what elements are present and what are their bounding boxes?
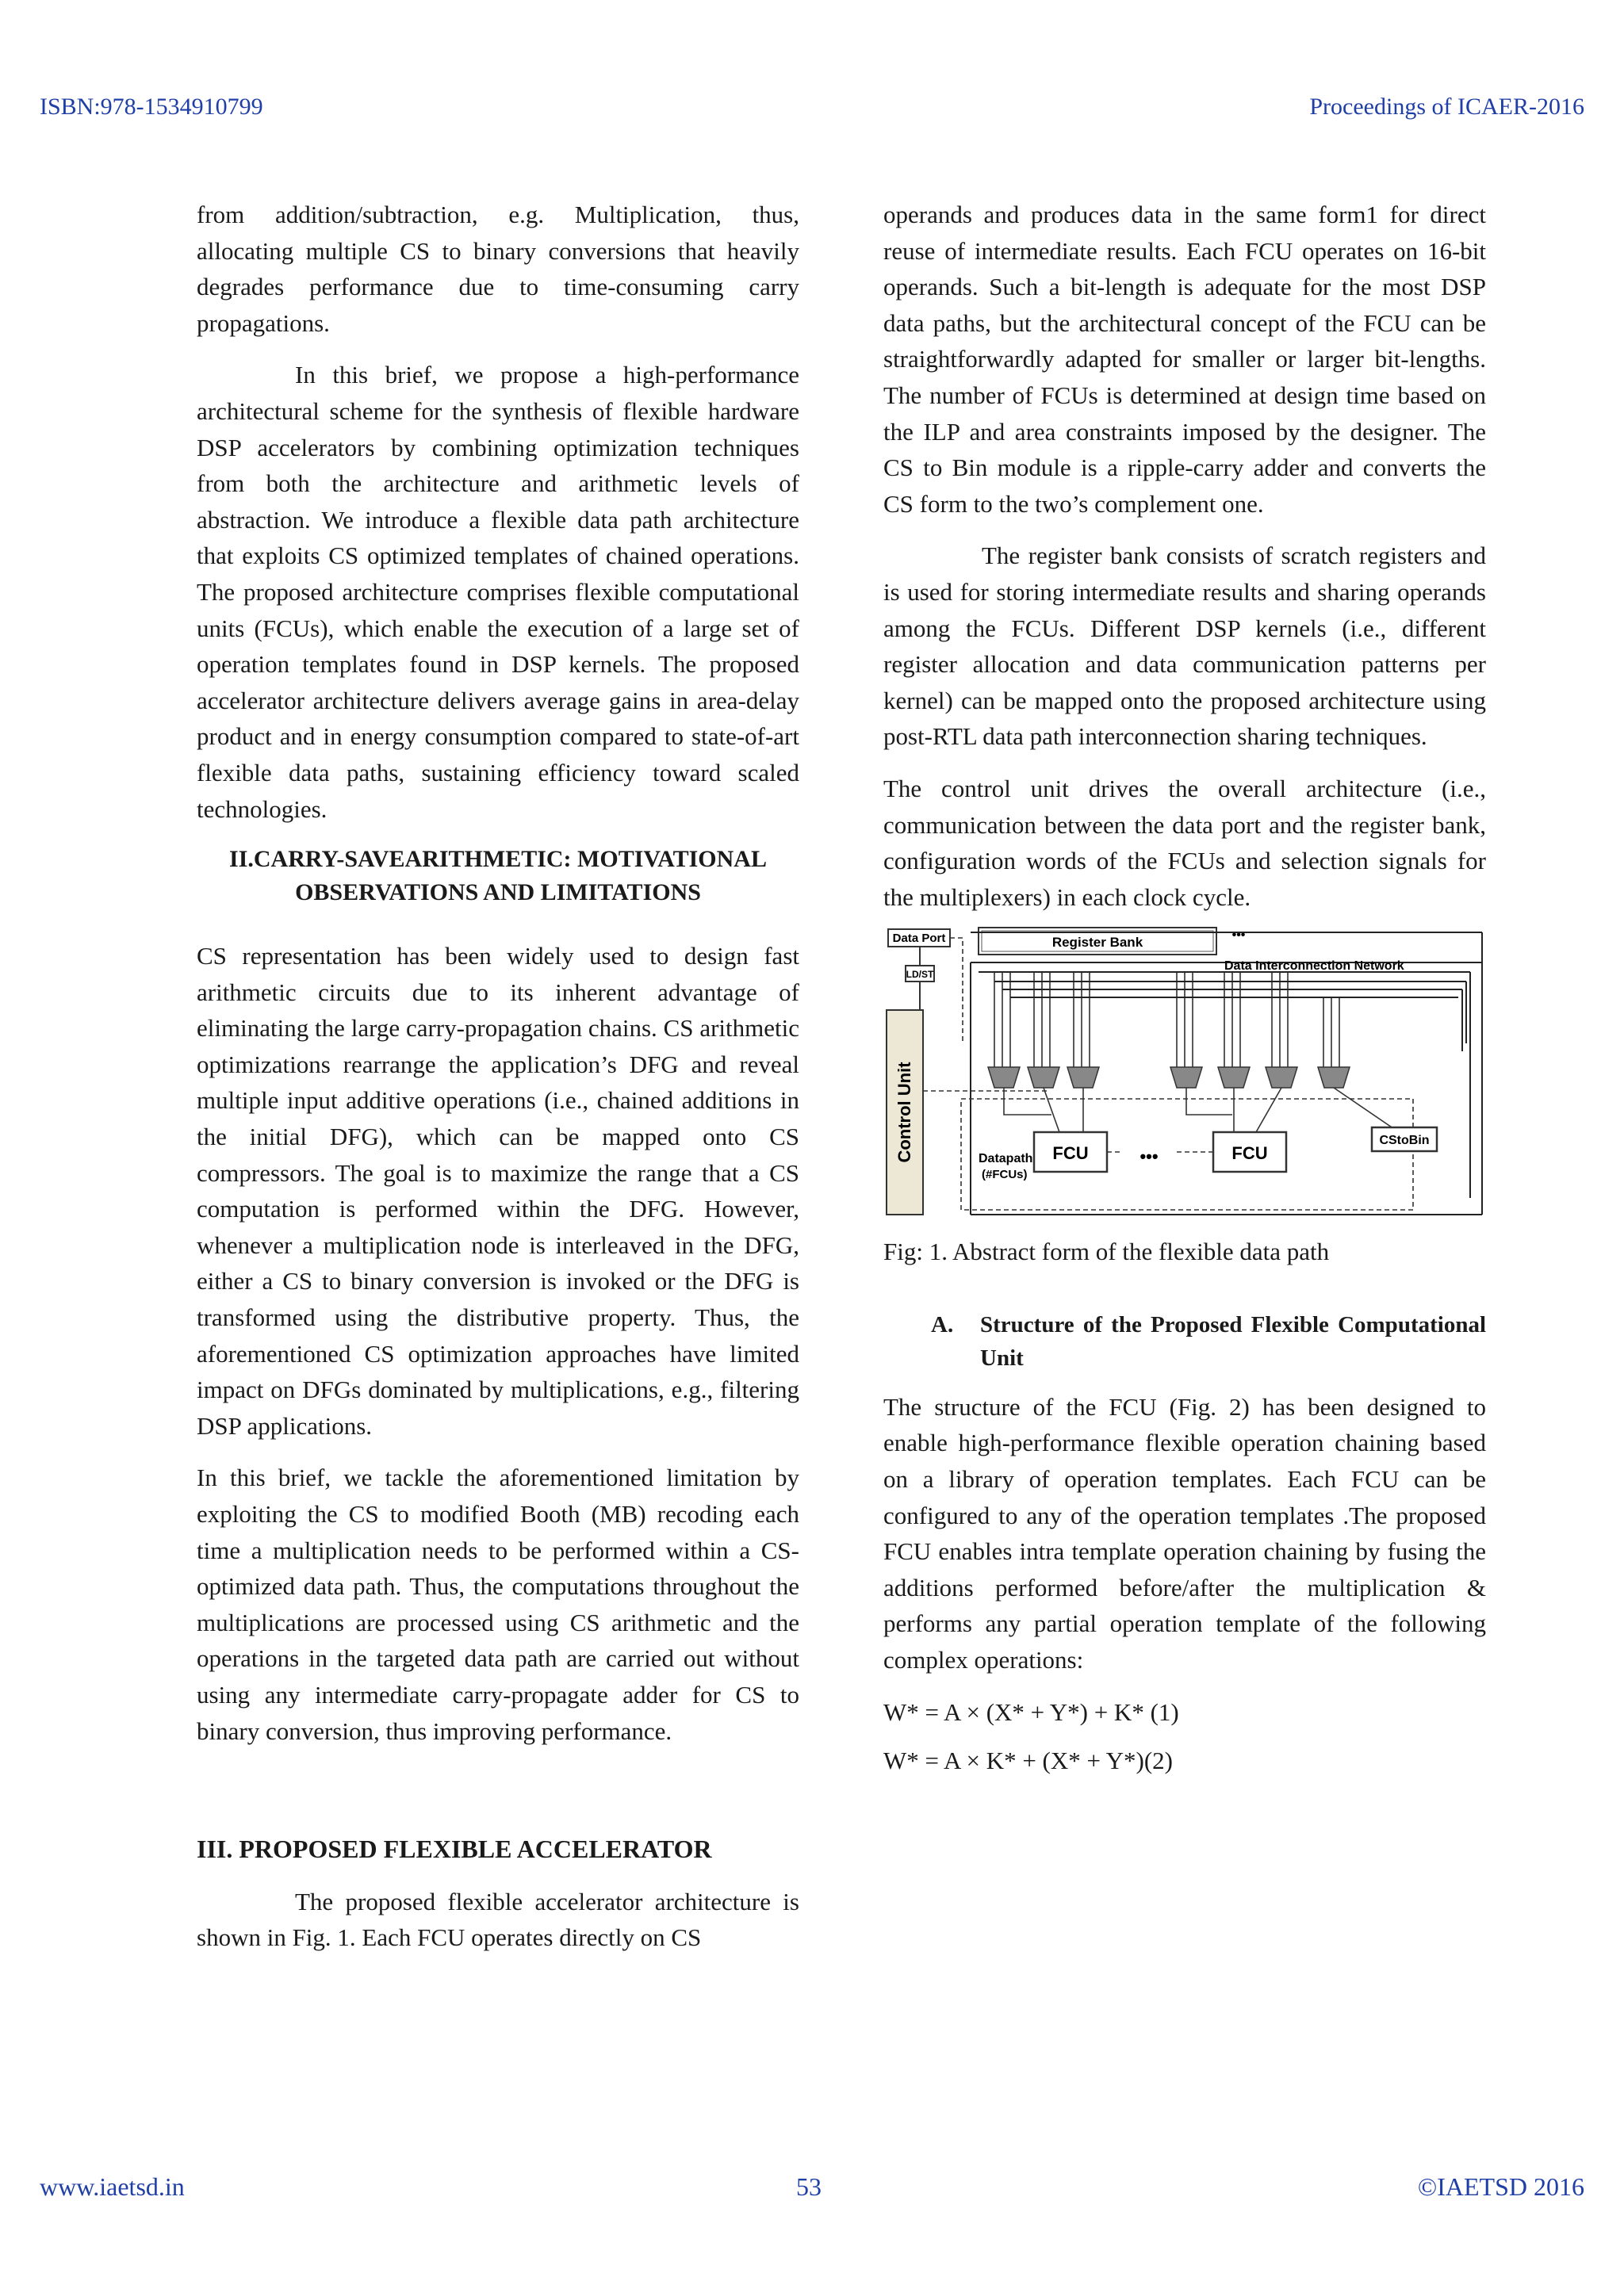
website-footer: www.iaetsd.in <box>40 2172 185 2201</box>
paragraph: from addition/subtraction, e.g. Multiplication, thus, allocating multiple CS to binary conversions that heavily degrades performance due to time-consuming carry propagations. <box>197 201 799 337</box>
page-number: 53 <box>796 2172 822 2201</box>
data-port-label: Data Port <box>892 932 946 946</box>
copyright-footer: ©IAETSD 2016 <box>1417 2172 1584 2201</box>
fcu-label: FCU <box>1231 1143 1268 1164</box>
isbn-header: ISBN:978-1534910799 <box>40 94 263 120</box>
fcu-label: FCU <box>1052 1143 1089 1164</box>
paragraph: In this brief, we tackle the aforementioned limitation by exploiting the CS to modified Booth (MB) recoding each time a multiplication needs to be performed within a CS-optimized data path. Thus, the computations throughout the multiplications are processed using CS arithmetic and the operations in the targeted data path are carried out without using any intermediate carry-propagate adder for CS to binary conversion, thus improving performance. <box>197 1464 799 1745</box>
section-heading-2 <box>197 843 799 909</box>
paragraph: The proposed flexible accelerator architecture is shown in Fig. 1. Each FCU operates directly on CS <box>197 1887 799 1952</box>
datapath-label: Datapath <box>979 1152 1033 1166</box>
section-heading-3: III. PROPOSED FLEXIBLE ACCELERATOR <box>197 1835 712 1864</box>
control-unit-label: Control Unit <box>894 1062 914 1163</box>
paragraph: The register bank consists of scratch registers and is used for storing intermediate results and sharing operands among the FCUs. Different DSP kernels (i.e., different register allocation and data communication patterns per kernel) can be mapped onto the proposed architecture using post-RTL data path interconnection sharing techniques. <box>883 541 1486 751</box>
register-bank-label: Register Bank <box>1051 935 1143 951</box>
paragraph: operands and produces data in the same form1 for direct reuse of intermediate results. Each FCU operates on 16-bit operands. Such a bit-length is adequate for the most DSP data paths, but the architectural concept of the FCU can be straightforwardly adapted for smaller or larger bit-lengths. The number of FCUs is determined at design time based on the ILP and area constraints imposed by the designer. The CS to Bin module is a ripple-carry adder and converts the CS form to the two’s complement one. <box>883 201 1486 518</box>
left-column <box>197 197 799 1972</box>
ld-st-label: LD/ST <box>906 969 934 981</box>
figure-1-datapath-diagram <box>883 924 1486 1219</box>
datapath-count-label: (#FCUs) <box>982 1168 1028 1182</box>
section-heading-line: OBSERVATIONS AND LIMITATIONS <box>295 879 701 906</box>
interconnect-label: Data Interconnection Network <box>1224 959 1404 974</box>
paragraph: The structure of the FCU (Fig. 2) has been designed to enable high-performance flexible operation chaining based on a library of operation templates. Each FCU can be configured to any of the operation templates .The proposed FCU enables intra template operation chaining by fusing the additions performed before/after the multiplication & performs any partial operation template of the following complex operations: <box>883 1392 1486 1674</box>
right-column <box>883 197 1486 1792</box>
register-dots: ••• <box>1231 928 1246 943</box>
proceedings-header: Proceedings of ICAER-2016 <box>1309 94 1584 120</box>
equation-2: W* = A × K* + (X* + Y*)(2) <box>883 1747 1173 1775</box>
paragraph: CS representation has been widely used to design fast arithmetic circuits due to its inherent advantage of eliminating the large carry-propagation chains. CS arithmetic optimizations rearrange the application’s DFG and reveal multiple input additive operations (i.e., chained additions in the initial DFG), which can be mapped onto CS compressors. The goal is to maximize the range that a CS computation is performed within the DFG. However, whenever a multiplication node is interleaved in the DFG, either a CS to binary conversion is invoked or the DFG is transformed using the distributive property. Thus, the aforementioned CS optimization approaches have limited impact on DFGs dominated by multiplications, e.g., filtering DSP applications. <box>197 942 799 1440</box>
subsection-heading <box>931 1308 1486 1375</box>
subsection-title: Structure of the Proposed Flexible Computational Unit <box>980 1311 1486 1371</box>
fcu-dots: ••• <box>1139 1146 1159 1167</box>
subsection-number: A. <box>931 1311 954 1337</box>
section-heading-line: II.CARRY-SAVEARITHMETIC: MOTIVATIONAL <box>229 846 767 873</box>
figure-caption: Fig: 1. Abstract form of the flexible data path <box>883 1238 1330 1266</box>
paragraph: The control unit drives the overall architecture (i.e., communication between the data port and the register bank, configuration words of the FCUs and selection signals for the multiplexers) in each clock cycle. <box>883 774 1486 911</box>
equation-1: W* = A × (X* + Y*) + K* (1) <box>883 1697 1179 1726</box>
cstobin-label: CStoBin <box>1379 1134 1430 1148</box>
paragraph: In this brief, we propose a high-performance architectural scheme for the synthesis of flexible hardware DSP accelerators by combining optimization techniques from both the architecture and arithmetic levels of abstraction. We introduce a flexible data path architecture that exploits CS optimized templates of chained operations. The proposed architecture comprises flexible computational units (FCUs), which enable the execution of a large set of operation templates found in DSP kernels. The proposed accelerator architecture delivers average gains in area-delay product and in energy consumption compared to state-of-art flexible data paths, sustaining efficiency toward scaled technologies. <box>197 361 799 823</box>
